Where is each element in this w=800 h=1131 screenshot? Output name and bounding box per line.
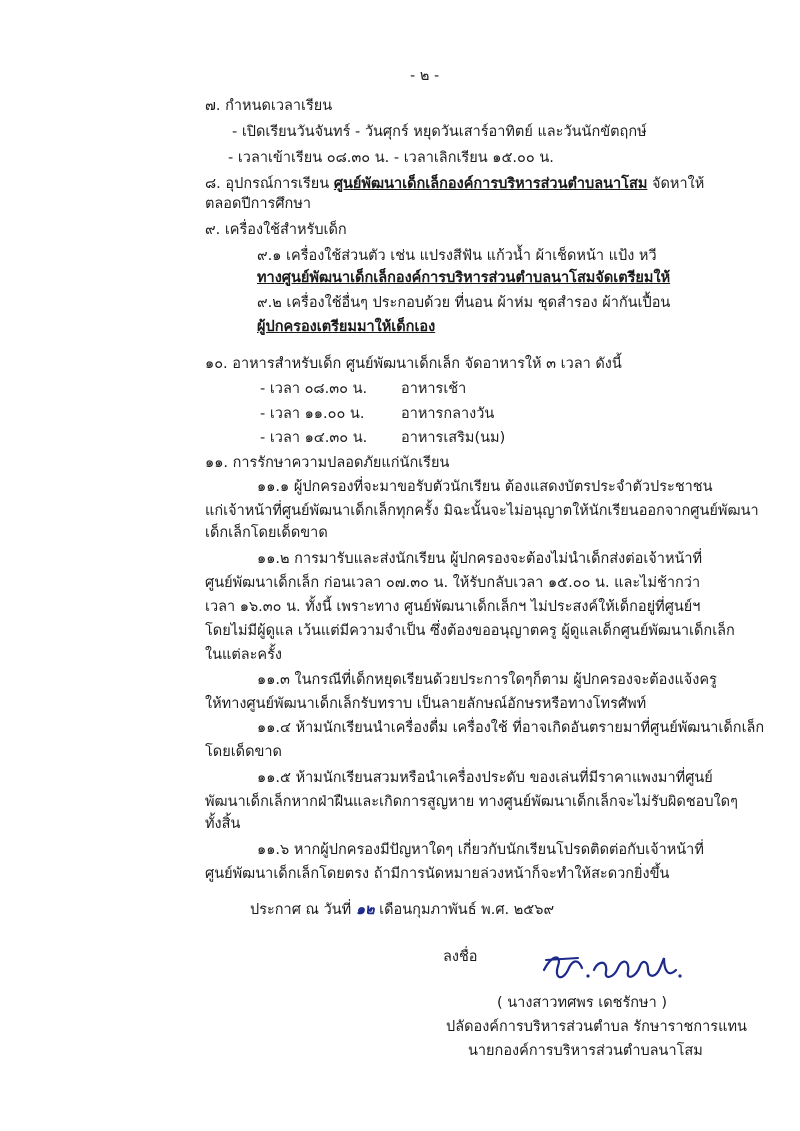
section-9-item-1: ๙.๑ เครื่องใช้ส่วนตัว เช่น แปรงสีฟัน แก้วน้ำ ผ้าเช็ดหน้า แป้ง หวี: [257, 248, 657, 264]
section-7-open-days: - เปิดเรียนวันจันทร์ - วันศุกร์ หยุดวันเสาร์อาทิตย์ และวันนักขัตฤกษ์: [232, 124, 647, 140]
meal-name: อาหารกลางวัน: [401, 406, 495, 422]
announcement-day: ๑๒: [355, 902, 375, 918]
meal-time: - เวลา ๑๑.๐๐ น.: [260, 406, 365, 422]
paragraph-line: ๑๑.๑ ผู้ปกครองที่จะมาขอรับตัวนักเรียน ต้องแสดงบัตรประจำตัวประชาชน: [257, 479, 713, 495]
paragraph-line: ทั้งสิ้น: [205, 816, 241, 832]
paragraph-line: พัฒนาเด็กเล็กหากฝ่าฝืนและเกิดการสูญหาย ทางศูนย์พัฒนาเด็กเล็กจะไม่รับผิดชอบใดๆ: [205, 794, 738, 810]
paragraph-line: เด็กเล็กโดยเด็ดขาด: [205, 525, 328, 541]
meal-time: - เวลา ๑๔.๓๐ น.: [260, 430, 368, 446]
paragraph-line: ให้ทางศูนย์พัฒนาเด็กเล็กรับทราบ เป็นลายลักษณ์อักษรหรือทางโทรศัพท์: [205, 696, 647, 712]
meal-name: อาหารเช้า: [401, 381, 467, 397]
paragraph-line: ๑๑.๖ หากผู้ปกครองมีปัญหาใดๆ เกี่ยวกับนักเรียนโปรดติดต่อกับเจ้าหน้าที่: [257, 842, 704, 858]
section-8-suffix: จัดหาให้: [647, 176, 705, 192]
paragraph-line: ๑๑.๒ การมารับและส่งนักเรียน ผู้ปกครองจะต้องไม่นำเด็กส่งต่อเจ้าหน้าที่: [257, 551, 703, 567]
section-10-title: ๑๐. อาหารสำหรับเด็ก ศูนย์พัฒนาเด็กเล็ก จัดอาหารให้ ๓ เวลา ดังนี้: [205, 356, 622, 372]
paragraph-line: แก่เจ้าหน้าที่ศูนย์พัฒนาเด็กเล็กทุกครั้ง มิฉะนั้นจะไม่อนุญาตให้นักเรียนออกจากศูนย์พัฒนา: [205, 503, 759, 519]
section-7-title: ๗. กำหนดเวลาเรียน: [205, 98, 333, 114]
section-8-line-1: [205, 174, 704, 194]
section-9-item-2-note: ผู้ปกครองเตรียมมาให้เด็กเอง: [257, 319, 436, 335]
paragraph-line: ๑๑.๕ ห้ามนักเรียนสวมหรือนำเครื่องประดับ ของเล่นที่มีราคาแพงมาที่ศูนย์: [257, 770, 713, 786]
paragraph-line: โดยเด็ดขาด: [205, 744, 282, 760]
paragraph-line: ศูนย์พัฒนาเด็กเล็ก ก่อนเวลา ๐๗.๓๐ น. ให้รับกลับเวลา ๑๕.๐๐ น. และไม่ช้ากว่า: [205, 575, 701, 591]
handwritten-signature: [538, 948, 688, 992]
announcement-date: [250, 900, 554, 920]
section-8-provider: ศูนย์พัฒนาเด็กเล็กองค์การบริหารส่วนตำบลนาโสม: [333, 176, 648, 192]
meal-name: อาหารเสริม(นม): [401, 430, 506, 446]
announcement-suffix: เดือนกุมภาพันธ์ พ.ศ. ๒๕๖๙: [374, 902, 555, 918]
section-9-item-2: ๙.๒ เครื่องใช้อื่นๆ ประกอบด้วย ที่นอน ผ้าห่ม ชุดสำรอง ผ้ากันเปื้อน: [257, 295, 671, 311]
paragraph-line: โดยไม่มีผู้ดูแล เว้นแต่มีความจำเป็น ซึ่งต้องขออนุญาตครู ผู้ดูแลเด็กศูนย์พัฒนาเด็กเล็ก: [205, 623, 735, 639]
announcement-prefix: ประกาศ ณ วันที่: [250, 902, 356, 918]
paragraph-line: ๑๑.๔ ห้ามนักเรียนนำเครื่องดื่ม เครื่องใช้ ที่อาจเกิดอันตรายมาที่ศูนย์พัฒนาเด็กเล็ก: [257, 720, 765, 736]
paragraph-line: ศูนย์พัฒนาเด็กเล็กโดยตรง ถ้ามีการนัดหมายล่วงหน้าก็จะทำให้สะดวกยิ่งขึ้น: [205, 866, 670, 882]
meal-time: - เวลา ๐๘.๓๐ น.: [260, 381, 368, 397]
signature-label: ลงชื่อ: [443, 949, 478, 965]
section-9-item-1-note: ทางศูนย์พัฒนาเด็กเล็กองค์การบริหารส่วนตำบลนาโสมจัดเตรียมให้: [257, 270, 671, 286]
paragraph-line: ในแต่ละครั้ง: [205, 647, 282, 663]
paragraph-line: ๑๑.๓ ในกรณีที่เด็กหยุดเรียนด้วยประการใดๆก็ตาม ผู้ปกครองจะต้องแจ้งครู: [257, 672, 717, 688]
section-8-prefix: ๘. อุปกรณ์การเรียน: [205, 176, 334, 192]
signatory-name: ( นางสาวทศพร เดชรักษา ): [497, 995, 667, 1011]
paragraph-line: เวลา ๑๖.๓๐ น. ทั้งนี้ เพราะทาง ศูนย์พัฒนาเด็กเล็กฯ ไม่ประสงค์ให้เด็กอยู่ที่ศูนย์ฯ: [205, 599, 701, 615]
section-8-line-2: ตลอดปีการศึกษา: [205, 196, 312, 212]
section-9-title: ๙. เครื่องใช้สำหรับเด็ก: [205, 222, 347, 238]
signatory-position-2: นายกองค์การบริหารส่วนตำบลนาโสม: [468, 1043, 703, 1059]
section-11-title: ๑๑. การรักษาความปลอดภัยแก่นักเรียน: [205, 455, 450, 471]
section-7-times: - เวลาเข้าเรียน ๐๘.๓๐ น. - เวลาเลิกเรียน ๑๕.๐๐ น.: [228, 150, 554, 166]
page-number: - ๒ -: [410, 68, 440, 84]
signatory-position-1: ปลัดองค์การบริหารส่วนตำบล รักษาราชการแทน: [446, 1019, 747, 1035]
